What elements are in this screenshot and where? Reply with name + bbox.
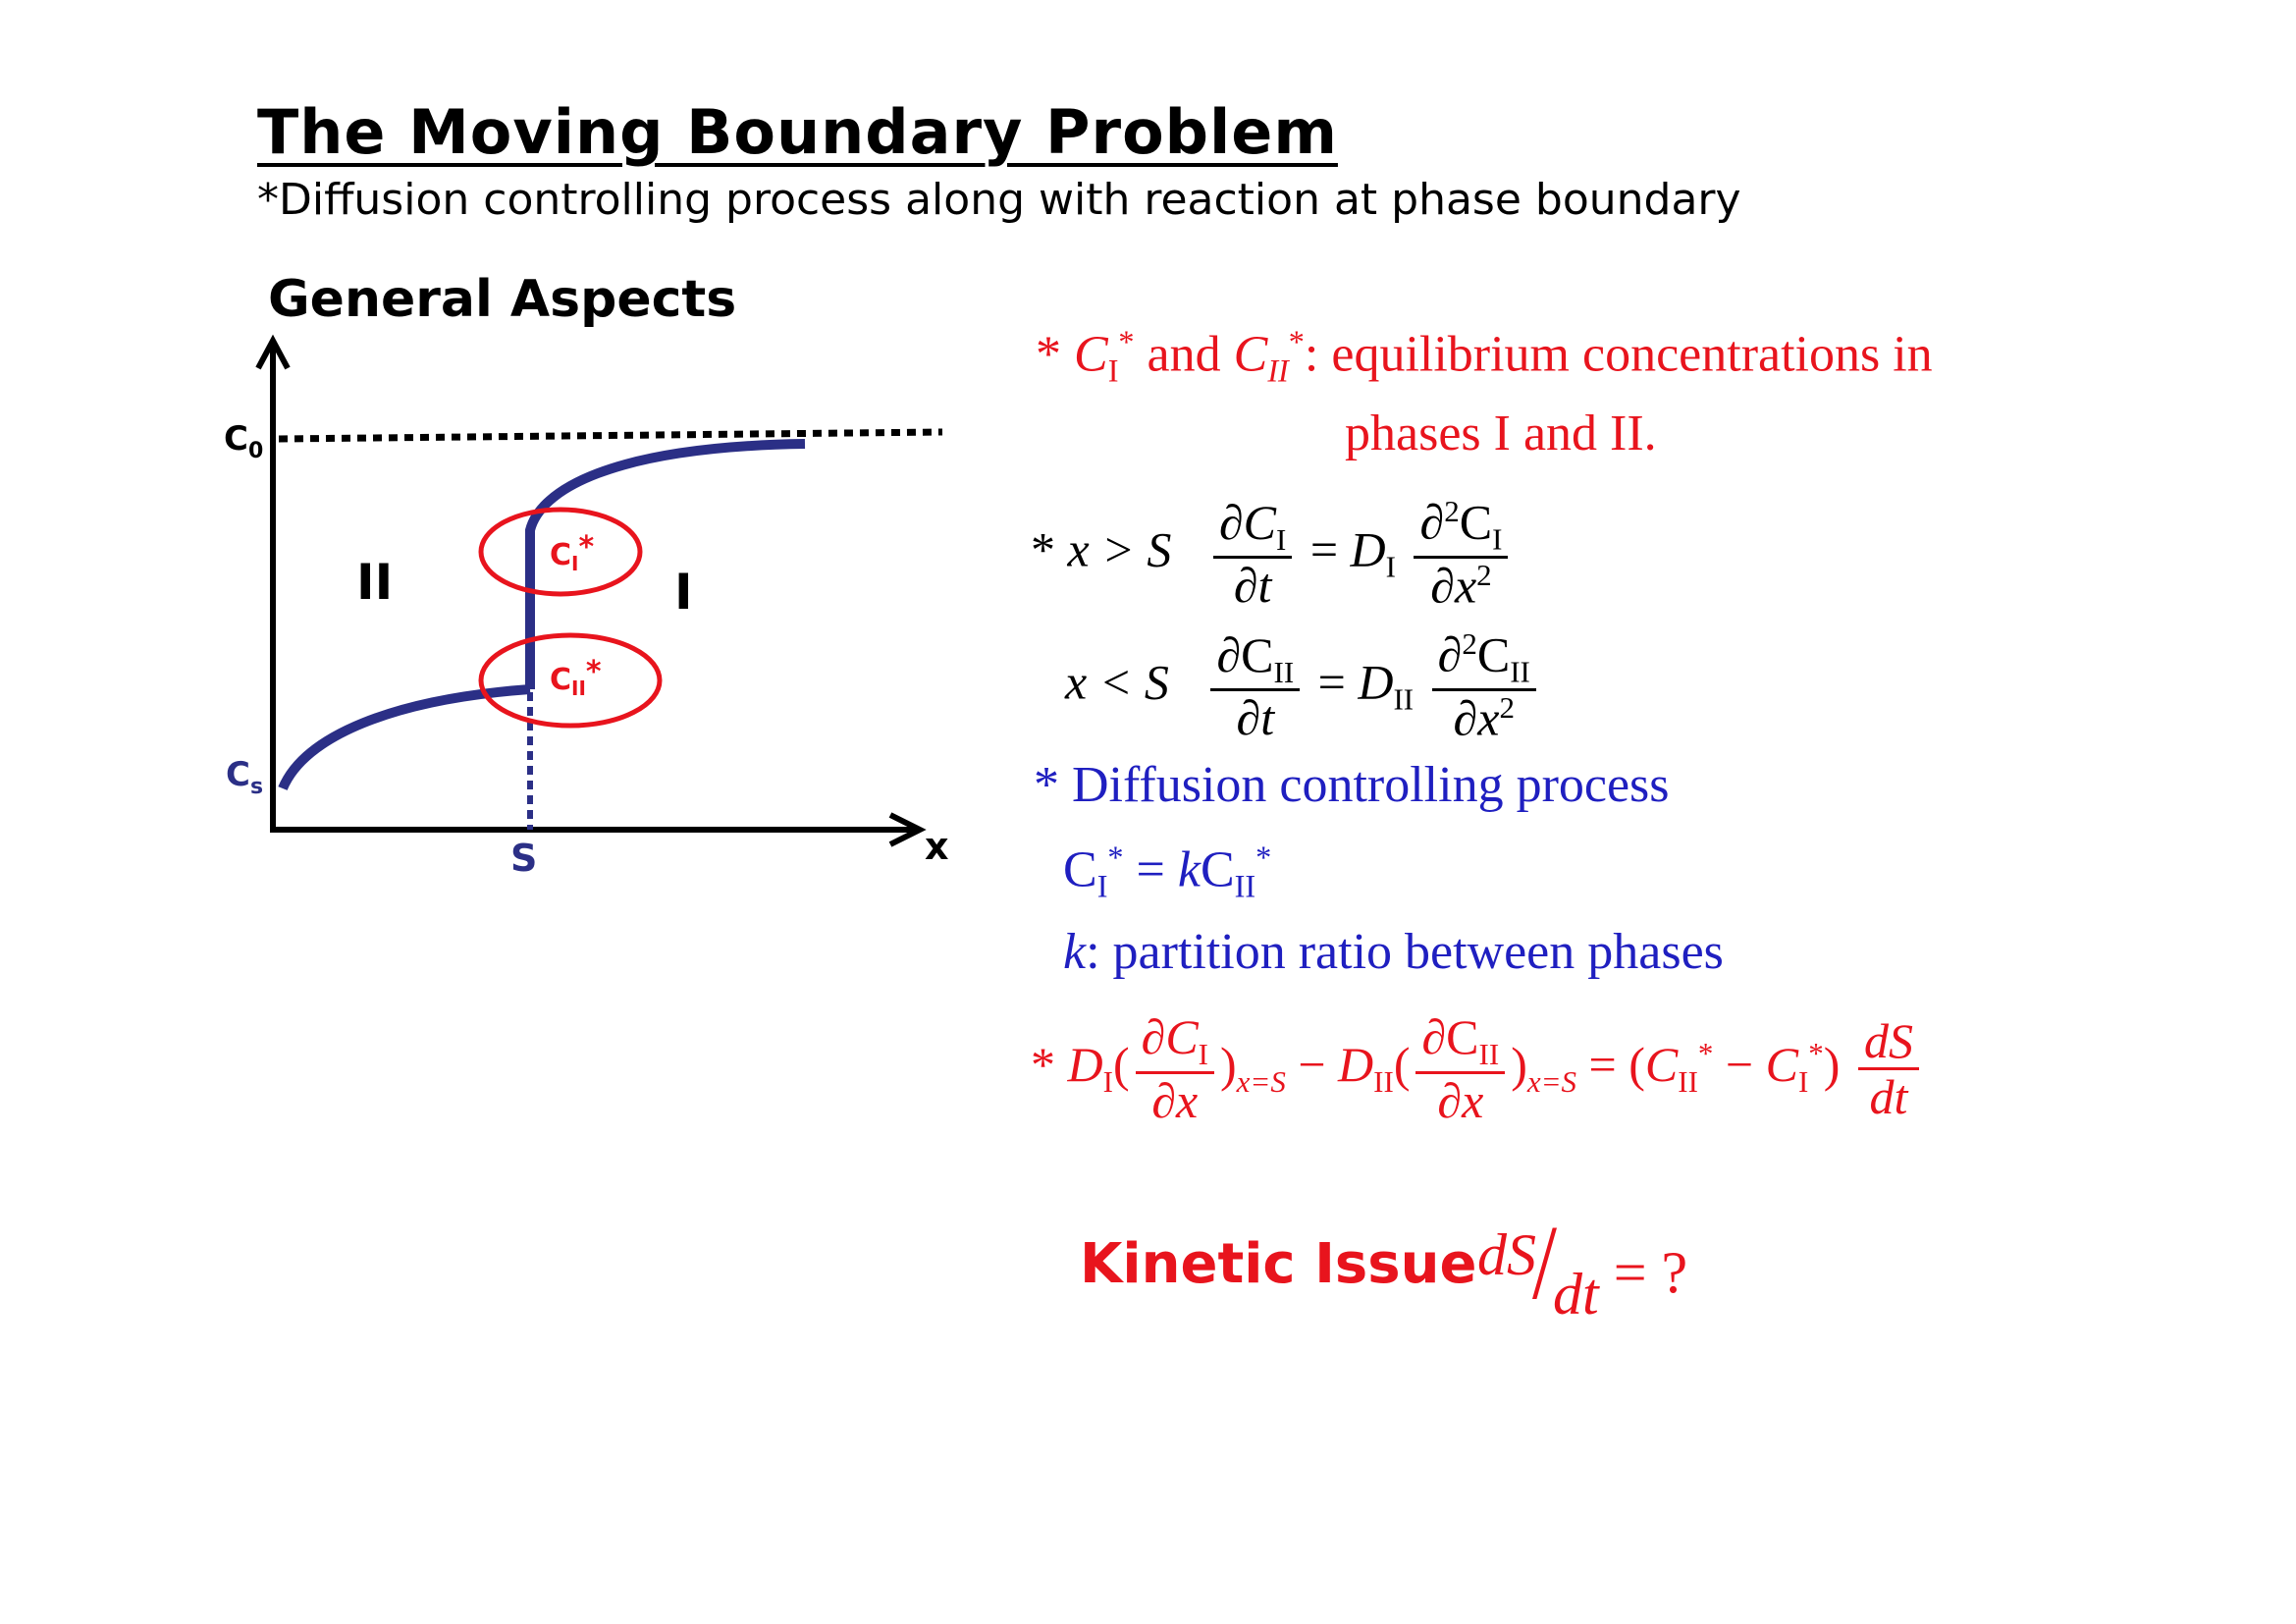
ci-star-label: $C_I*$ [550, 530, 595, 575]
cii-star-label: $C_{II}*$ [550, 655, 602, 700]
diffusion-heading: * Diffusion controlling process [1034, 757, 1670, 813]
cs-label: $C_s$ [226, 755, 264, 799]
x-label: x [925, 825, 949, 868]
subtitle: *Diffusion controlling process along with reaction at phase boundary [257, 175, 1741, 225]
partition-note: k: partition ratio between phases [1063, 924, 1724, 980]
partition-equation: $C_I^* = kC_{II}^*$ [1063, 839, 1272, 904]
phase-ii-label: II [356, 554, 394, 611]
equilibrium-note: * $C_I^*$ and $C_{II}^*$: equilibrium concentrations in [1036, 324, 1933, 389]
c0-label: $C_0$ [224, 419, 264, 463]
equation-phase-i: * x > S $\frac{\partial C_I}{\partial t}$ = $D_I$ $\frac{\partial^2C_I}{\partial x^2}$ [1031, 496, 1514, 614]
equation-phase-ii: x < S $\frac{\partial C_{II}}{\partial t}$ = $D_{II}$ $\frac{\partial^2C_{II}}{\partial x^2}$ [1065, 628, 1542, 746]
s-label: S [510, 837, 538, 880]
concentration-profile-diagram [196, 324, 982, 893]
page-title: The Moving Boundary Problem [257, 96, 1338, 168]
c0-dashed-line [279, 432, 942, 439]
kinetic-issue-label: Kinetic Issue [1080, 1232, 1477, 1296]
section-heading: General Aspects [268, 270, 737, 329]
equilibrium-note-line2: phases I and II. [1345, 406, 1657, 461]
flux-balance-equation: * $D_I$( $\frac{\partial C_I}{\partial x}$ )$_{x=S} - D_{II}$( $\frac{\partial C_{II}}{\partial x}$ )$_{x=S} = (C_{II}^* - C_I^*)$ $\frac{dS}{dt}$ [1031, 1011, 1925, 1128]
kinetic-issue-expression: dS/dt = ? [1477, 1205, 1688, 1326]
phase-i-label: I [674, 564, 693, 621]
